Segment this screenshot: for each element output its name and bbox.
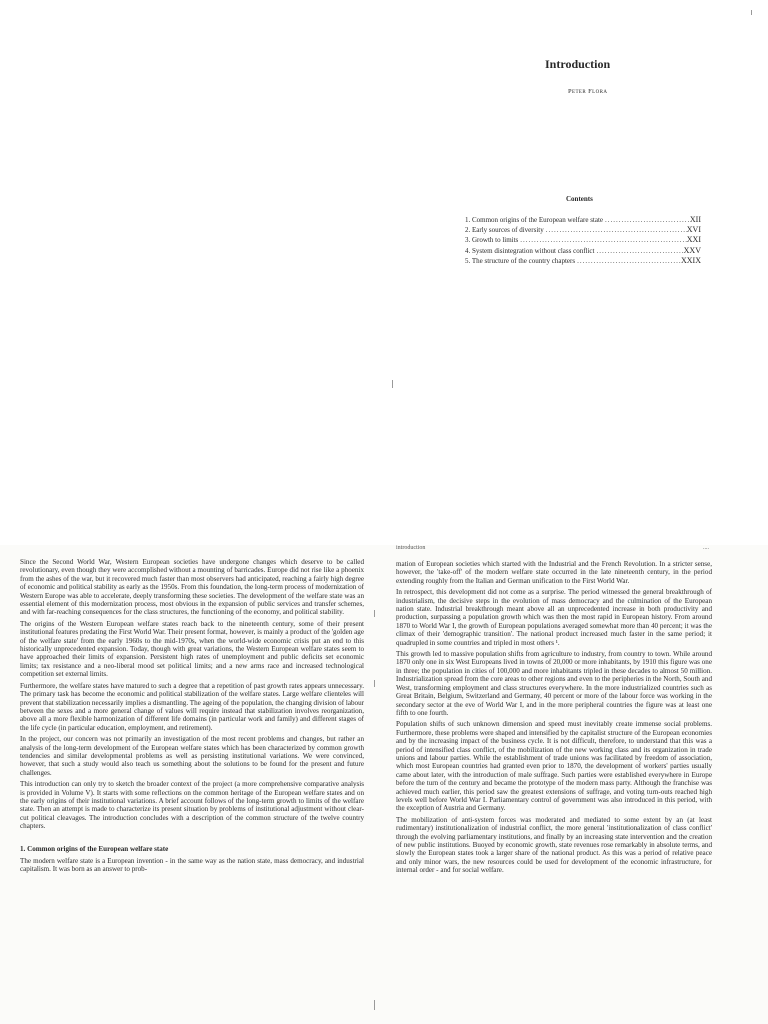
- scan-mark: [751, 10, 752, 15]
- paragraph: The origins of the Western European welfare states reach back to the nineteenth century, some of their present institutional features predating the First World War. Their present format, however, is mainly a product of the 'golden age of the welfare state' from the early 1960s to the mid-1970s, when the world-wide economic crisis put an end to this historically unprecedented expansion. Today, though with great variations, the Western European welfare states seem to have approached their limits of expansion. Persistent high rates of unemployment and public deficits set economic limits; tax resistance and a neo-liberal mood set political limits; and a new arms race and increased technological competition set external limits.: [20, 619, 364, 679]
- toc-entry[interactable]: [465, 235, 701, 245]
- scan-mark: [374, 1000, 375, 1010]
- toc-leader-dots: [575, 256, 681, 266]
- toc-entry[interactable]: [465, 215, 701, 225]
- running-page-number: ....: [703, 545, 709, 551]
- toc-entry-page: XXIX: [681, 255, 701, 265]
- contents-heading: Contents: [566, 195, 593, 203]
- toc-entry[interactable]: [465, 246, 701, 256]
- paragraph: mation of European societies which started with the Industrial and the French Revolution. In a stricter sense, however, the 'take-off' of the modern welfare state occurred in the late nineteenth century, in the period extending roughly from the Italian and German unification to the First World War.: [396, 560, 712, 585]
- toc-entry-label: 5. The structure of the country chapters: [465, 256, 576, 265]
- toc-leader-dots: [544, 225, 687, 235]
- toc-entry[interactable]: [465, 256, 701, 266]
- page-title: Introduction: [545, 57, 611, 71]
- toc-entry-page: XII: [689, 215, 701, 224]
- title-page: [384, 0, 768, 545]
- paragraph: This growth led to massive population shifts from agriculture to industry, from country to town. While around 1870 only one in six West Europeans lived in towns of 20,000 or more inhabitants, by 1910 this figure was one in three; the population in cities of 100,000 and more inhabitants tripled in these decades to almost 50 million. Industrialization spread from the core areas to other regions and even to the peripheries in the North, South and West, transforming employment and class structures everywhere. In the more industrialized countries such as Great Britain, Belgium, Switzerland and Germany, 40 percent or more of the labour force was working in the secondary sector at the eve of World War I, and in the more peripheral countries the figure was at least one fifth to one fourth.: [396, 650, 712, 717]
- toc-leader-dots: [594, 246, 683, 256]
- paragraph: This introduction can only try to sketch the broader context of the project (a more comprehensive comparative analysis is provided in Volume V). It starts with some reflections on the common heritage of the European welfare states and on the early origins of their institutional variations. A brief account follows of the long-term growth to limits of the welfare state. Then an attempt is made to characterize its present situation by problems of institutional adjustment without clear-cut political cleavages. The introduction concludes with a description of the common structure of the twelve country chapters.: [20, 780, 364, 831]
- scan-mark: [374, 610, 375, 617]
- paragraph: In the project, our concern was not primarily an investigation of the most recent problems and changes, but rather an analysis of the long-term development of the European welfare states which has been characterized by common growth tendencies and similar developmental problems as well as persisting institutional variations. We were convinced, however, that such a study would also teach us something about the solutions to be found for the present and future challenges.: [20, 735, 364, 777]
- toc-entry[interactable]: [465, 225, 701, 235]
- paragraph: Since the Second World War, Western European societies have undergone changes which deserve to be called revolutionary, even though they were accomplished without a mounting of barricades. Europe did not rise like a phoenix from the ashes of the war, but it recovered much faster than most observers had anticipated, reaching a fairly high degree of economic and political stability as early as the 1950s. From this foundation, the long-term process of modernization of Western Europe was able to accelerate, deeply transforming these societies. The development of the welfare state was an essential element of this modernization process, most obvious in the expansion of public services and transfer schemes, and with far-reaching consequences for the class structures, the functioning of the economy, and political stability.: [20, 558, 364, 617]
- paragraph: In retrospect, this development did not come as a surprise. The period witnessed the general breakthrough of industrialism, the decisive steps in the evolution of mass democracy and the culmination of the European nation state. Industrial breakthrough meant above all an unprecedented increase in both productivity and production, surpassing a population growth which was then the most rapid in European history. From around 1870 to World War I, the growth of European populations averaged somewhat more than 40 percent; it was the climax of their 'demographic transition'. The national product increased much faster in the same period; it quadrupled in some countries and tripled in most others ¹.: [396, 588, 712, 647]
- blank-page-left: [0, 0, 384, 545]
- table-of-contents: [465, 215, 701, 266]
- toc-entry-label: 2. Early sources of diversity: [465, 226, 544, 235]
- toc-entry-label: 1. Common origins of the European welfare state: [465, 216, 604, 224]
- section-heading: 1. Common origins of the European welfare state: [20, 844, 169, 853]
- paragraph: The mobilization of anti-system forces was moderated and mediated to some extent by an (at least rudimentary) institutionalization of industrial conflict, the more general 'institutionalization of class conflict' through the evolving parliamentary institutions, and finally by an increasing state intervention and the creation of new public institutions. Buoyed by economic growth, state revenues rose remarkably in absolute terms, and slowly the European states took a larger share of the national product. As this was a period of relative peace and only minor wars, the new resources could be used for development of the economic infrastructure, for internal order - and for social welfare.: [396, 815, 712, 875]
- toc-leader-dots: [518, 235, 687, 245]
- right-text-column: [396, 560, 712, 878]
- running-head: introduction: [396, 545, 426, 551]
- scan-mark: [374, 680, 375, 687]
- toc-leader-dots: [603, 215, 690, 225]
- toc-entry-label: 4. System disintegration without class conflict: [465, 246, 595, 255]
- paragraph: Population shifts of such unknown dimension and speed must inevitably create immense social problems. Furthermore, these problems were shaped and intensified by the capitalist structure of the European economies and by the increasing impact of the business cycle. It is not difficult, therefore, to understand that this was a period of intensified class conflict, of the mobilization of the new working class and its organization in trade unions and labour parties. While the establishment of trade unions was facilitated by freedom of association, which most European countries had granted even prior to 1870, the development of workers' parties usually came about later, with the introduction of male suffrage. Such parties were established everywhere in Europe before the turn of the century and became the prototype of the modern mass party. Although the franchise was achieved much earlier, this period saw the greatest extensions of suffrage, and voting turn-outs reached high levels well before World War I. Parliamentary control of government was also introduced in this period, with the exception of Austria and Germany.: [396, 720, 712, 813]
- paragraph: The modern welfare state is a European invention - in the same way as the nation state, mass democracy, and industrial capitalism. It was born as an answer to prob-: [20, 857, 364, 874]
- paragraph: Furthermore, the welfare states have matured to such a degree that a repetition of past growth rates appears unnecessary. The primary task has become the economic and political stabilization of the welfare states. Large welfare clienteles will prevent that stabilization necessarily implies a dismantling. The ageing of the population, the changing division of labour between the sexes and a more general change of values will require instead that stabilization involves reorganization, above all a more flexible harmonization of different life domains (in particular work and family) and different stages of the life cycle (in particular education, employment, and retirement).: [20, 681, 364, 732]
- toc-entry-page: XXV: [683, 245, 701, 255]
- toc-entry-page: XXI: [686, 235, 701, 245]
- toc-entry-label: 3. Growth to limits: [465, 236, 519, 245]
- scan-mark: [392, 380, 393, 388]
- author-name: Peter Flora: [568, 88, 608, 95]
- toc-entry-page: XVI: [686, 225, 701, 235]
- left-text-column: [20, 558, 364, 877]
